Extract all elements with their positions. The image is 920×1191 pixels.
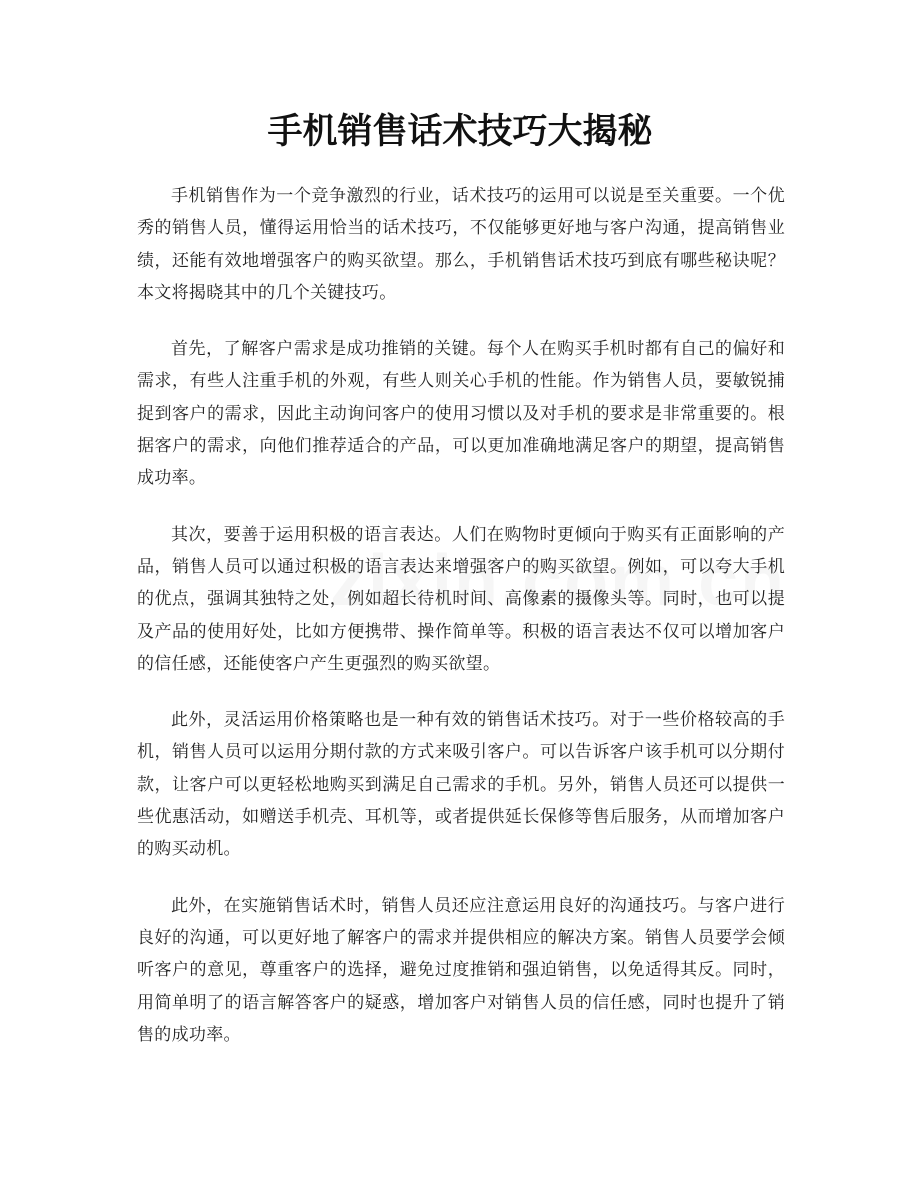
paragraph-communication: 此外，在实施销售话术时，销售人员还应注意运用良好的沟通技巧。与客户进行良好的沟通，可以更好地了解客户的需求并提供相应的解决方案。销售人员要学会倾听客户的意见，尊重客户的选择，避免过度推销和强迫销售，以免适得其反。同时，用简单明了的语言解答客户的疑惑，增加客户对销售人员的信任感，同时也提升了销售的成功率。 bbox=[137, 895, 785, 1045]
paragraph-positive-language: 其次，要善于运用积极的语言表达。人们在购物时更倾向于购买有正面影响的产品，销售人员可以通过积极的语言表达来增强客户的购买欲望。例如，可以夸大手机的优点，强调其独特之处，例如超长待机时间、高像素的摄像头等。同时，也可以提及产品的使用好处，比如方便携带、操作简单等。积极的语言表达不仅可以增加客户的信任感，还能使客户产生更强烈的购买欲望。 bbox=[137, 524, 785, 674]
paragraph-price-strategy: 此外，灵活运用价格策略也是一种有效的销售话术技巧。对于一些价格较高的手机，销售人员可以运用分期付款的方式来吸引客户。可以告诉客户该手机可以分期付款，让客户可以更轻松地购买到满足自己需求的手机。另外，销售人员还可以提供一些优惠活动，如赠送手机壳、耳机等，或者提供延长保修等售后服务，从而增加客户的购买动机。 bbox=[137, 710, 785, 860]
document-title: 手机销售话术技巧大揭秘 bbox=[267, 111, 653, 152]
document-body bbox=[137, 180, 785, 1075]
paragraph-customer-needs: 首先，了解客户需求是成功推销的关键。每个人在购买手机时都有自己的偏好和需求，有些人注重手机的外观，有些人则关心手机的性能。作为销售人员，要敏锐捕捉到客户的需求，因此主动询问客户的使用习惯以及对手机的要求是非常重要的。根据客户的需求，向他们推荐适合的产品，可以更加准确地满足客户的期望，提高销售成功率。 bbox=[137, 339, 785, 489]
paragraph-intro: 手机销售作为一个竞争激烈的行业，话术技巧的运用可以说是至关重要。一个优秀的销售人员，懂得运用恰当的话术技巧，不仅能够更好地与客户沟通，提高销售业绩，还能有效地增强客户的购买欲望。那么，手机销售话术技巧到底有哪些秘诀呢？本文将揭晓其中的几个关键技巧。 bbox=[137, 186, 785, 303]
